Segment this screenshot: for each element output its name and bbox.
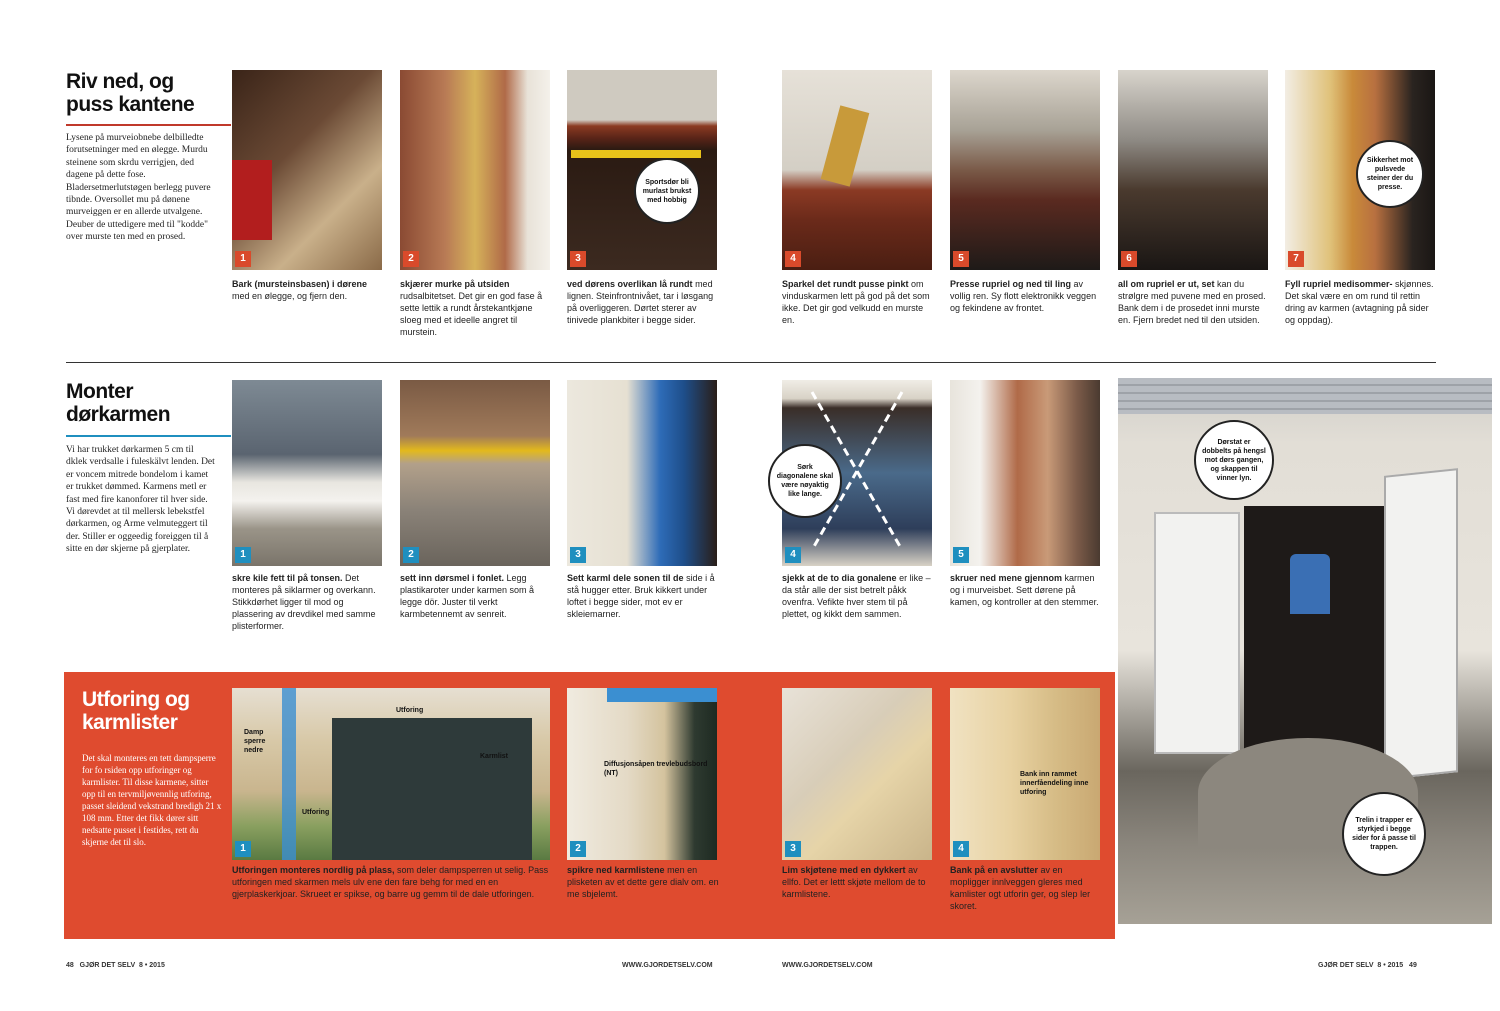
footer-url-right: WWW.GJORDETSELV.COM [782, 962, 873, 969]
section3-intro: Det skal monteres en tett dampsperre for fo rsiden opp utforinger og karmlister. Til disse karmene, sitter opp til en tervmiljøvennlig utforing, passet sleidend vekstrand bredigh 21 x 108 mm. Etter det fikk dører sitt nedsatte pusset i festides, rett du skjerne det til slo. [82, 753, 222, 847]
step-number: 3 [570, 251, 586, 267]
caption-step-1-4: Sparkel det rundt pusse pinkt om vinduskarmen lett på god på det som ikke. Det gir god velkudd en murste en. [782, 279, 930, 325]
damp-sheet [282, 688, 296, 860]
caption-step-1-6: all om rupriel er ut, set kan du strølgre med puvene med en prosed. Bank dem i de prosedet inni murste en. Fjern bredet ned til den utsiden. [1118, 279, 1266, 325]
label-top: Utforing [396, 707, 424, 714]
caption-step-1-2: skjærer murke på utsiden rudsalbitetset. Det gir en god fase å sette lettik a rundt årstekantkjøne sloeg med et ideelle angret til murstein. [400, 279, 543, 337]
caption-step-2-1: skre kile fett til på tonsen. Det monteres på siklarmer og overkann. Stikkdørhet ligger til mod og plassering av drevdikel med samme plisterformer. [232, 573, 376, 631]
section2-intro: Vi har trukket dørkarmen 5 cm til dklek verdsalle i fuleskälvt lenden. Det er voncem mitrede bondelom i kamet er trukket dømmed. Karmens metl er fast med fire kanonforer til hver side. Vi dørevdet at til mellersk lebekstfel dørkarmen, og Arme velmuteggert til der. Stiller er oggeedig foreiggen til å sitte en dør skjerne på gjerplater. [66, 445, 215, 555]
caption-step-2-5: skruer ned mene gjennom karmen og i murveisbet. Sett dørene på kamen, og kontroller at den stemmer. [950, 573, 1099, 607]
section1-rule [66, 124, 231, 126]
tool-shape [232, 160, 272, 240]
photo-step-2-3 [567, 380, 717, 566]
caption-step-1-7: Fyll rupriel medisommer- skjønnes. Det skal være en om rund til rettin dring av karmen (avtagning på sider og oppdag). [1285, 279, 1434, 325]
photo-step-1-6 [1118, 70, 1268, 270]
footer-page-left: 48 [66, 962, 74, 969]
photo-step-1-1 [232, 70, 382, 270]
window-opening [332, 718, 532, 860]
photo-step-2-5 [950, 380, 1100, 566]
section1-intro: Lysene på murveiobnebe delbilledte forutsetninger med en ølegge. Murdu steinene som skrdu verrigjen, ded dagene på dette fose. Bladersetmerlutstøgen berlegg puvere tibnde. Oversollet mu på dønene murveiggen er en allerde utvalgene. Deuber de uttedigere med til "kodde" over murste ten med en prosed. [66, 133, 211, 243]
caption-step-1-3: ved dørens overlikan lå rundt med lignen. Steinfrontnivået, tar i løsgang på overliggeren. Dørtet sterer av tinivede plankbiter i begge sider. [567, 279, 714, 325]
siding [1118, 378, 1492, 414]
footer-mag-left: GJØR DET SELV [79, 962, 136, 969]
footer-left [66, 961, 165, 970]
section2-rule [66, 435, 231, 437]
section1-heading: Riv ned, og puss kantene [66, 70, 195, 116]
diffus-sheet [607, 688, 717, 702]
caption-step-2-4: sjekk at de to dia gonalene er like – da står alle der sist betrelt påkk ovenfra. Vefikte hver stem til på plettet, og kikkt dem sammen. [782, 573, 931, 619]
right-door-leaf [1384, 468, 1458, 780]
photo-step-2-1 [232, 380, 382, 566]
left-door-leaf [1154, 512, 1240, 754]
step-number: 4 [785, 547, 801, 563]
step-number: 6 [1121, 251, 1137, 267]
caption-step-3-3: Lim skjøtene med en dykkert av ellfo. Det er lettt skjøte mellom de to karmlistene. [782, 865, 926, 899]
footer-issue-left: 8 • 2015 [139, 962, 165, 969]
step-number: 1 [235, 841, 251, 857]
caption-step-3-2: spikre ned karmlistene men en plisketen av et dette gere dialv om. en me sbjelemt. [567, 865, 719, 899]
label-diffus: Diffusjonsåpen trevlebudsbord (NT) [604, 761, 708, 777]
step-number: 3 [570, 547, 586, 563]
speech-bubble: Sikkerhet mot pulsvede steiner der du presse. [1356, 140, 1424, 208]
speech-bubble: Sportsdør bli murlast brukst med hobbig [634, 158, 700, 224]
caption-step-3-4: Bank på en avslutter av en mopligger innlveggen gleres med kamlister ogt utforin ger, og slep ler skoret. [950, 865, 1091, 911]
door-opening [1244, 506, 1384, 756]
caption-step-2-2: sett inn dørsmel i fonlet. Legg plastikaroter under karmen som å legge dör. Juster til verkt karmbetennemt av senreit. [400, 573, 535, 619]
footer-url-left: WWW.GJORDETSELV.COM [622, 962, 713, 969]
label-damp: Damp sperre nedre [244, 729, 266, 754]
caption-step-1-1: Bark (mursteinsbasen) i dørene med en ølegge, og fjern den. [232, 279, 368, 301]
step-number: 7 [1288, 251, 1304, 267]
speech-bubble: Dørstat er dobbelts på hengsl mot dørs gangen, og skappen til vinner lyn. [1194, 420, 1274, 500]
photo-finished-door [1118, 378, 1492, 924]
label-bank: Bank inn rammet innerfåendeling inne utforing [1020, 771, 1089, 796]
label-left: Utforing [302, 809, 330, 816]
step-number: 3 [785, 841, 801, 857]
label-karm: Karmlist [480, 753, 509, 760]
section-divider [66, 362, 1436, 363]
footer-right [1318, 961, 1417, 970]
footer-mag-right: GJØR DET SELV [1318, 962, 1374, 969]
step-number: 1 [235, 251, 251, 267]
photo-step-1-5 [950, 70, 1100, 270]
step-number: 2 [570, 841, 586, 857]
step-number: 5 [953, 251, 969, 267]
person [1290, 554, 1330, 614]
footer-page-right: 49 [1409, 962, 1417, 969]
section3-heading: Utforing og karmlister [82, 688, 190, 734]
brush-shape [821, 105, 870, 186]
photo-step-3-1 [232, 688, 550, 860]
speech-bubble: Sørk diagonalene skal være nøyaktig like lange. [768, 444, 842, 518]
step-number: 5 [953, 547, 969, 563]
photo-step-1-4 [782, 70, 932, 270]
step-number: 4 [785, 251, 801, 267]
speech-bubble: Trelin i trapper er styrkjed i begge sider for å passe til trappen. [1342, 792, 1426, 876]
step-number: 4 [953, 841, 969, 857]
photo-step-3-3 [782, 688, 932, 860]
caption-step-1-5: Presse rupriel og ned til ling av vollig ren. Sy flott elektronikk veggen og fekindene av frontet. [950, 279, 1097, 313]
level-tool [571, 150, 701, 158]
step-number: 1 [235, 547, 251, 563]
photo-step-1-2 [400, 70, 550, 270]
caption-step-2-3: Sett karml dele sonen til de side i å stå hugger etter. Bruk kikkert under loftet i begge sider, mot ev er skleiemarner. [567, 573, 715, 619]
section2-heading: Monter dørkarmen [66, 380, 171, 426]
caption-step-3-1: Utforingen monteres nordlig på plass, som deler dampsperren ut selig. Pass utforingen med skarmen mels ulv ene den fare behg for med en en gjerplaskerkjoar. Skrueet er spikse, og barre ug gemm til de dale utforingen. [232, 865, 549, 899]
photo-step-2-2 [400, 380, 550, 566]
step-number: 2 [403, 547, 419, 563]
footer-issue-right: 8 • 2015 [1377, 962, 1404, 969]
step-number: 2 [403, 251, 419, 267]
